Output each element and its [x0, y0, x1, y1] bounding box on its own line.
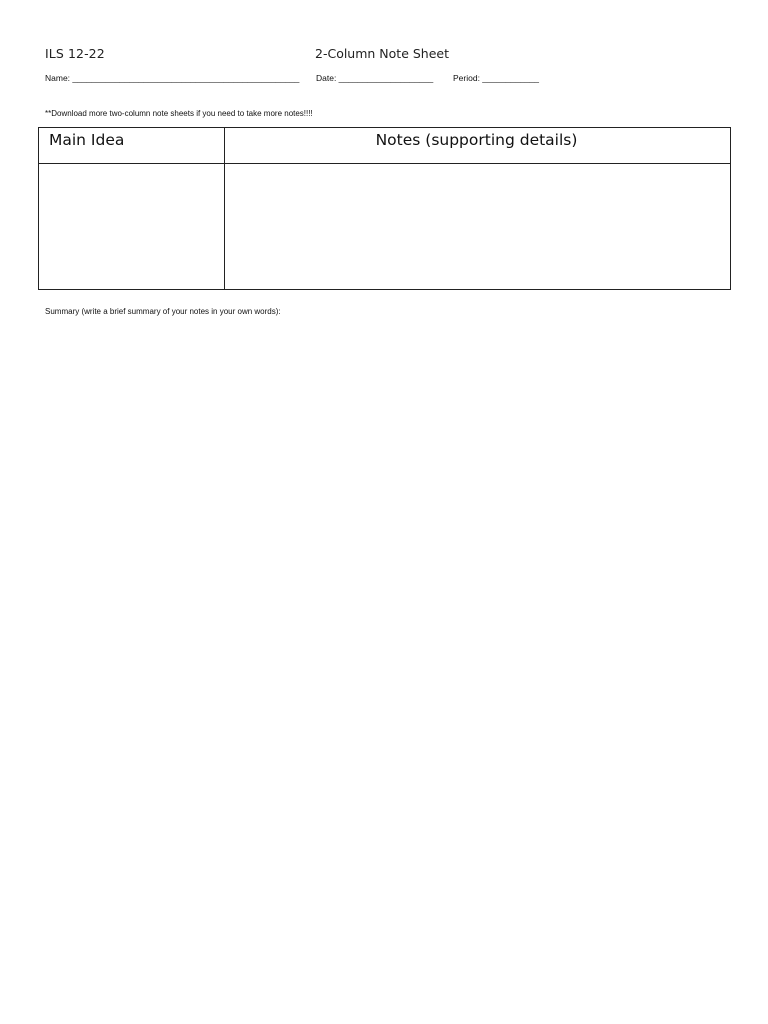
course-code: ILS 12-22 — [45, 46, 105, 61]
main-idea-header-label: Main Idea — [49, 131, 125, 149]
main-idea-header — [39, 128, 225, 164]
notes-header-label: Notes (supporting details) — [375, 131, 578, 149]
table-header-row — [39, 128, 731, 164]
period-field[interactable]: Period: ____________ — [453, 73, 540, 83]
download-instruction: **Download more two-column note sheets if you need to take more notes!!!! — [45, 109, 313, 118]
sheet-title: 2-Column Note Sheet — [315, 46, 450, 61]
notes-header — [225, 128, 731, 164]
two-column-notes-table — [38, 127, 731, 290]
summary-prompt: Summary (write a brief summary of your notes in your own words): — [45, 307, 281, 316]
main-idea-cell[interactable] — [39, 164, 225, 290]
date-field[interactable]: Date: ____________________ — [316, 73, 434, 83]
name-field[interactable]: Name: ________________________________________________ — [45, 73, 300, 83]
notes-cell[interactable] — [225, 164, 731, 290]
table-row — [39, 164, 731, 290]
